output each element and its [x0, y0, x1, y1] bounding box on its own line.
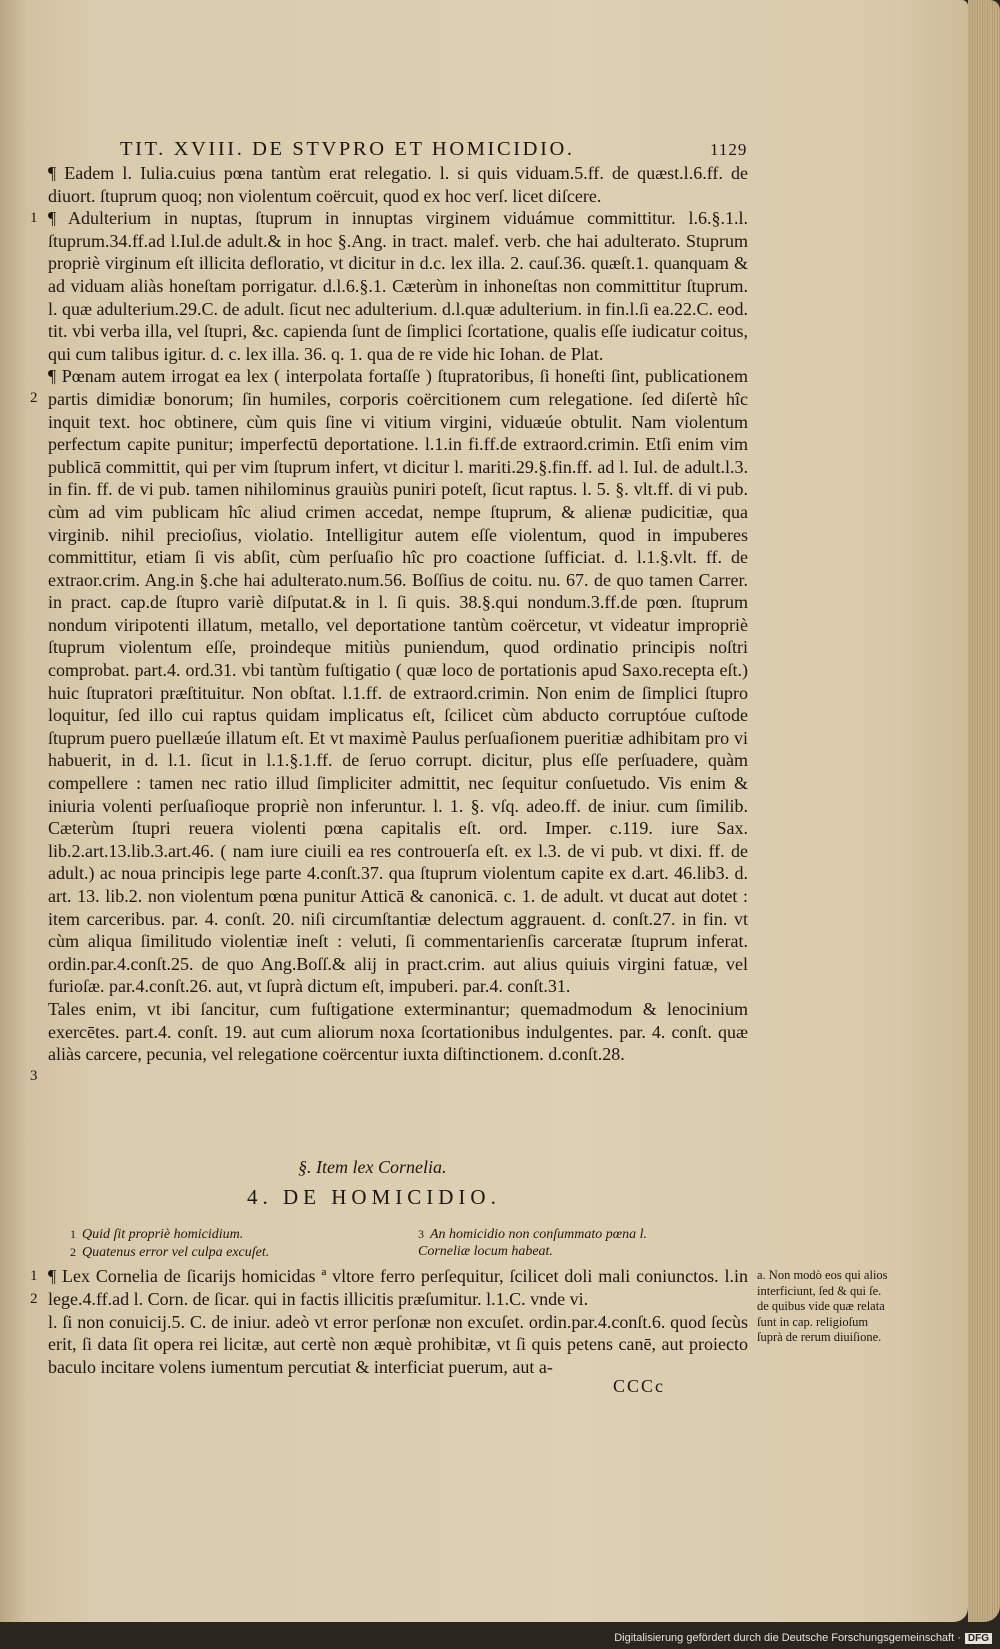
- summary-item: 3 An homicidio non conſummato pœna l. Corneliæ locum habeat.: [418, 1227, 647, 1259]
- section-text: [48, 1265, 748, 1379]
- paragraph-number: 2: [30, 1291, 38, 1307]
- paragraph: ¶ Eadem l. Iulia.cuius pœna tantùm erat relegatio. l. si quis viduam.5.ff. de quæst.l.6.ff. de diuort. ſtuprum quoq; non violentum coërcuit, quod ex hoc verſ. licet diſcere.: [48, 163, 748, 206]
- digitization-credit: Digitalisierung gefördert durch die Deutsche Forschungsgemeinschaft · DFG: [614, 1632, 992, 1644]
- paragraph: Tales enim, vt ibi ſancitur, cum fuſtigatione exterminantur; quemadmodum & lenocinium exercētes. part.4. conſt. 19. aut cum aliorum noxa ſcortationibus indulgentes. par. 4. conſt. quæ aliàs carcere, pecunia, vel relegatione coërcentur iuxta diſtinctionem. d.conſt.28.: [48, 998, 748, 1065]
- section-heading: DE HOMICIDIO.: [283, 1185, 501, 1209]
- page-edges: [968, 0, 1000, 1622]
- paragraph: ¶ Pœnam autem irrogat ea lex ( interpolata fortaſſe ) ſtupratoribus, ſi honeſti ſint, publicationem partis dimidiæ bonorum; ſin humiles, corporis coërcitionem cum relegatione. ſed diſertè hîc inquit text. hoc obtinere, cùm quis ſine vi vitium virgini, viduæúe obtulit. Nam violentum perfectum capite punitur; imperfectū deportatione. l.1.in fi.ff.de extraord.crimin. Etſi enim vim publicā committit, qui per vim ſtuprum infert, vt dicitur l. mariti.29.§.fin.ff. ad l. Iul. de adult.l.3. in fin. ff. de vi pub. tamen nihilominus grauiùs puniri poteſt, ſicut raptus. l. 5. §. vlt.ff. di vi pub. cùm ad vim publicam hîc aliud crimen accedat, nempe ſtuprum, & alienæ pudicitiæ, qua virginib. nihil precioſius, violatio. Intelligitur autem eſſe violentum, quod in impuberes committitur, etiam ſi vis abſit, cùm perſuaſio hîc pro coactione ſufficiat. d. l.1.§.vlt. ff. de extraor.crim. Ang.in §.che hai adulterato.num.56. Boſſius de coitu. nu. 67. de quo tamen Carrer. in pract. cap.de ſtupro variè diſputat.& in l. ſi quis. 38.§.qui nondum.3.ff.de pœn. ſtuprum nondum viripotenti illatum, metallo, vel deportatione tantùm coërcetur, vt videatur impropriè ſtuprum violentum eſſe, proindeque mitiùs puniendum, quod ordinatio principis noſtri comprobat. part.4. ord.31. vbi tantùm fuſtigatio ( quæ loco de portationis apud Saxo.recepta eſt.) huic ſtupratori præſtituitur. Non obſtat. l.1.ff. de extraord.crimin. Non enim de ſimplici ſtupro loquitur, ſed illo cui raptus quidam implicatus eſt, ſcilicet cùm abducto corruptóue cuſtode ſtuprum puero puellæúe illatum eſt. Et vt maximè Paulus perſuaſionem pueritiæ adhibitam pro vi habuerit, in d. l.1. ſicut in l.1.§.1.ff. de ſeruo corrupt. dicitur, plus eſſe perſuadere, quàm compellere : tamen nec ratio illud ſimpliciter admittit, nec ſequitur conſuetudo. Vis enim & iniuria volenti perſuaſioque propriè non inferuntur. l. 1. §. vſq. adeo.ff. de iniur. cum ſimilib. Cæterùm ſtupri reuera violenti pœna capitalis eſt. ord. Imper. c.119. iure Sax. lib.2.art.13.lib.3.art.46. ( nam iure ciuili ea res controuerſa eſt. ex l.3. de vi pub. vt dixi. ff. de adult.) ac noua principis lege parte 4.conſt.37. qua ſtuprum violentum capite ex d.art. 46.lib3. d. art. 13. lib.2. non violentum pœna punitur Atticā & canonicā. c. 1. de adult. vt ducat aut dotet : item carceribus. par. 4. conſt. 20. niſi circumſtantiæ delectum aggrauent. d. conſt.27. in fin. vt cùm aliqua ſimilitudo violentiæ ineſt : veluti, ſi commentarienſis carceratæ ſtuprum inferat. ordin.par.4.conſt.25. de quo Ang.Boſſ.& alij in pract.crim. aut alius quiuis virgini fatuæ, vel furioſæ. par.4.conſt.26. aut, vt ſuprà dictum eſt, impuberi. par.4. conſt.31.: [48, 366, 748, 997]
- section-title: [247, 1185, 501, 1210]
- running-header: TIT. XVIII. DE STVPRO ET HOMICIDIO.: [120, 138, 575, 160]
- paragraph: l. ſi non conuicij.5. C. de iniur. adeò vt error perſonæ non excuſet. ordin.par.4.conſt.6. quod ſecùs erit, ſi data ſit opera rei licitæ, aut certè non æquè prohibitæ, vt ſi quis petens canē, aut proiecto baculo incitare volens iumentum percutiat & interficiat puerum, aut a-: [48, 1311, 748, 1378]
- paragraph-number: 3: [30, 1068, 38, 1084]
- signature-mark: CCCc: [613, 1376, 666, 1396]
- section-sign: §. Item lex Cornelia.: [298, 1157, 447, 1177]
- paragraph: ¶ Lex Cornelia de ſicarijs homicidas ª vltore ferro perſequitur, ſcilicet doli mali coniunctos. l.in lege.4.ff.ad l. Corn. de ſicar. qui in factis illicitis præſumitur. l.1.C. vnde vi.: [48, 1266, 748, 1309]
- summary-item: 1 Quid ſit propriè homicidium.: [70, 1227, 244, 1242]
- paragraph-number: 2: [30, 390, 38, 406]
- paragraph-number: 1: [30, 1268, 38, 1284]
- summary-item: 2 Quatenus error vel culpa excuſet.: [70, 1245, 270, 1260]
- page-number: 1129: [710, 140, 748, 159]
- main-text: [48, 162, 748, 1066]
- paragraph: ¶ Adulterium in nuptas, ſtuprum in innuptas virginem viduámue committitur. l.6.§.1.l. ſtuprum.34.ff.ad l.Iul.de adult.& in hoc §.Ang. in tract. malef. verb. che hai adulterato. Stuprum propriè virginum eſt illicita defloratio, vt dicitur in d.c. lex illa. 2. cauſ.36. quæſt.1. quanquam & ad viduam aliàs honeſtam porrigatur. d.l.6.§.1. Cæterùm in inhoneſtas non committitur ſtuprum. l. quæ adulterium.29.C. de adult. ſicut nec adulterium. d.l.quæ adulterium. in fin.l.ſi ea.22.C. eod. tit. vbi verba illa, vel ſtupri, &c. capienda ſunt de ſimplici ſcortatione, qualis eſſe iudicatur coitus, qui cum talibus igitur. d. c. lex illa. 36. q. 1. qua de re vide hic Iohan. de Plat.: [48, 208, 748, 364]
- dfg-logo: DFG: [965, 1633, 992, 1644]
- margin-note: a. Non modò eos qui alios interficiunt, ſed & qui ſe. de quibus vide quæ relata ſunt in cap. religioſum ſuprà de rerum diuiſione.: [757, 1268, 888, 1344]
- paragraph-number: 1: [30, 210, 38, 226]
- section-number: 4.: [247, 1185, 273, 1209]
